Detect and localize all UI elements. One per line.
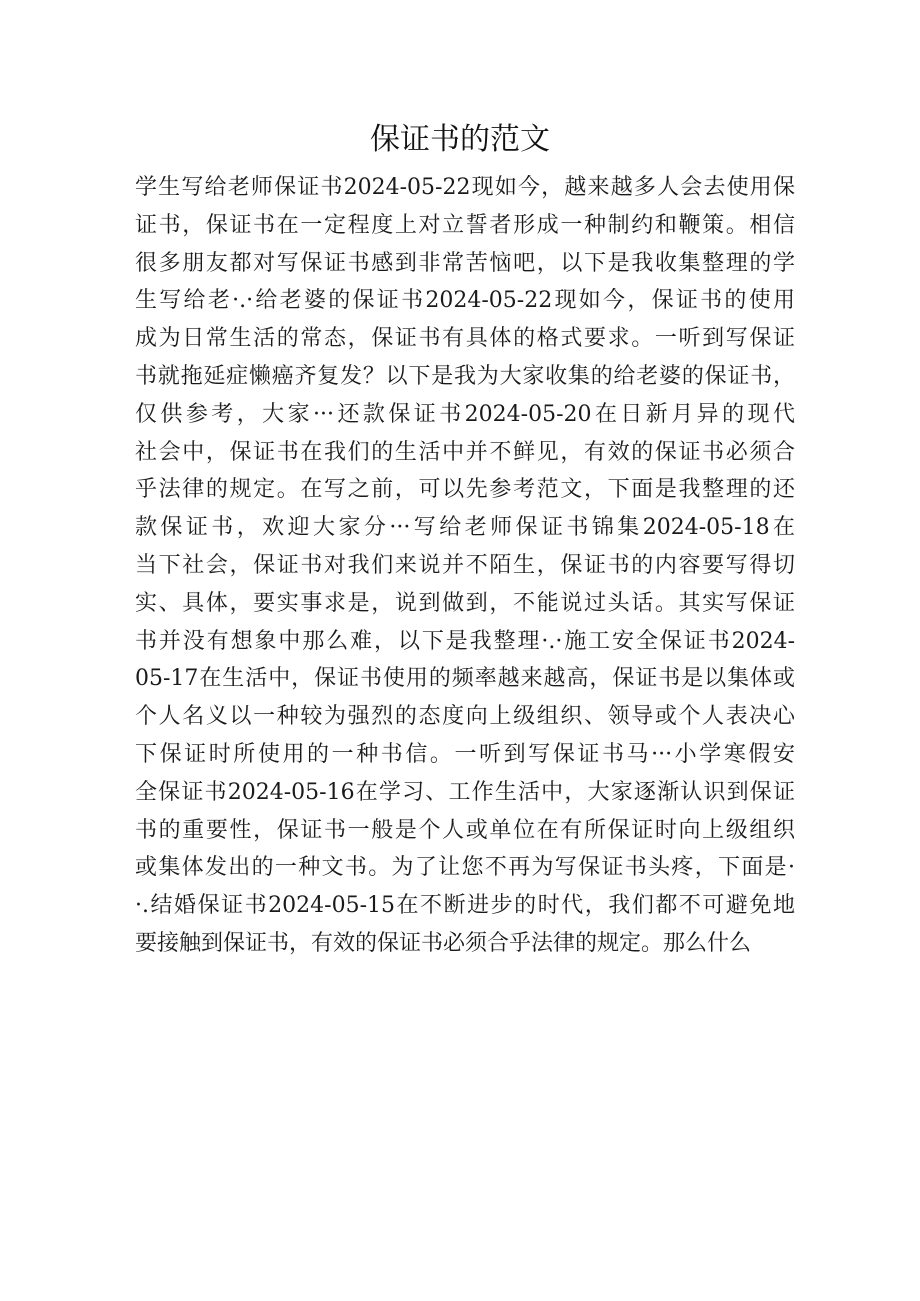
text-line: 款保证书，欢迎大家分···写给老师保证书锦集2024-05-18在 — [135, 515, 795, 541]
body-text — [135, 169, 795, 963]
text-line: 书的重要性，保证书一般是个人或单位在有所保证时向上级组织 — [135, 817, 795, 843]
text-line: 或集体发出的一种文书。为了让您不再为写保证书头疼，下面是· — [135, 855, 795, 881]
text-line: 实、具体，要实事求是，说到做到，不能说过头话。其实写保证 — [135, 590, 795, 616]
text-line: 很多朋友都对写保证书感到非常苦恼吧，以下是我收集整理的学 — [135, 250, 795, 276]
text-line: 书就拖延症懒癌齐复发？以下是我为大家收集的给老婆的保证书， — [135, 363, 795, 389]
text-line: 生写给老·.·给老婆的保证书2024-05-22现如今，保证书的使用 — [135, 288, 795, 314]
text-line: 学生写给老师保证书2024-05-22现如今，越来越多人会去使用保 — [135, 175, 795, 200]
text-line: 下保证时所使用的一种书信。一听到写保证书马···小学寒假安 — [135, 741, 795, 767]
text-line: ·.结婚保证书2024-05-15在不断进步的时代，我们都不可避免地 — [135, 893, 795, 919]
text-line: 全保证书2024-05-16在学习、工作生活中，大家逐渐认识到保证 — [135, 779, 795, 805]
text-line: 成为日常生活的常态，保证书有具体的格式要求。一听到写保证 — [135, 326, 795, 352]
text-line: 要接触到保证书，有效的保证书必须合乎法律的规定。那么什么 — [135, 930, 752, 956]
text-line: 书并没有想象中那么难，以下是我整理·.·施工安全保证书2024- — [135, 628, 795, 654]
text-line: 乎法律的规定。在写之前，可以先参考范文，下面是我整理的还 — [135, 477, 795, 503]
text-line: 社会中，保证书在我们的生活中并不鲜见，有效的保证书必须合 — [135, 439, 795, 465]
text-line: 当下社会，保证书对我们来说并不陌生，保证书的内容要写得切 — [135, 552, 795, 578]
text-line: 05-17在生活中，保证书使用的频率越来越高，保证书是以集体或 — [135, 666, 795, 692]
text-line: 个人名义以一种较为强烈的态度向上级组织、领导或个人表决心 — [135, 704, 795, 730]
page-title: 保证书的范文 — [370, 122, 550, 157]
text-line: 证书，保证书在一定程度上对立誓者形成一种制约和鞭策。相信 — [135, 212, 795, 238]
text-line: 仅供参考，大家···还款保证书2024-05-20在日新月异的现代 — [135, 401, 795, 427]
